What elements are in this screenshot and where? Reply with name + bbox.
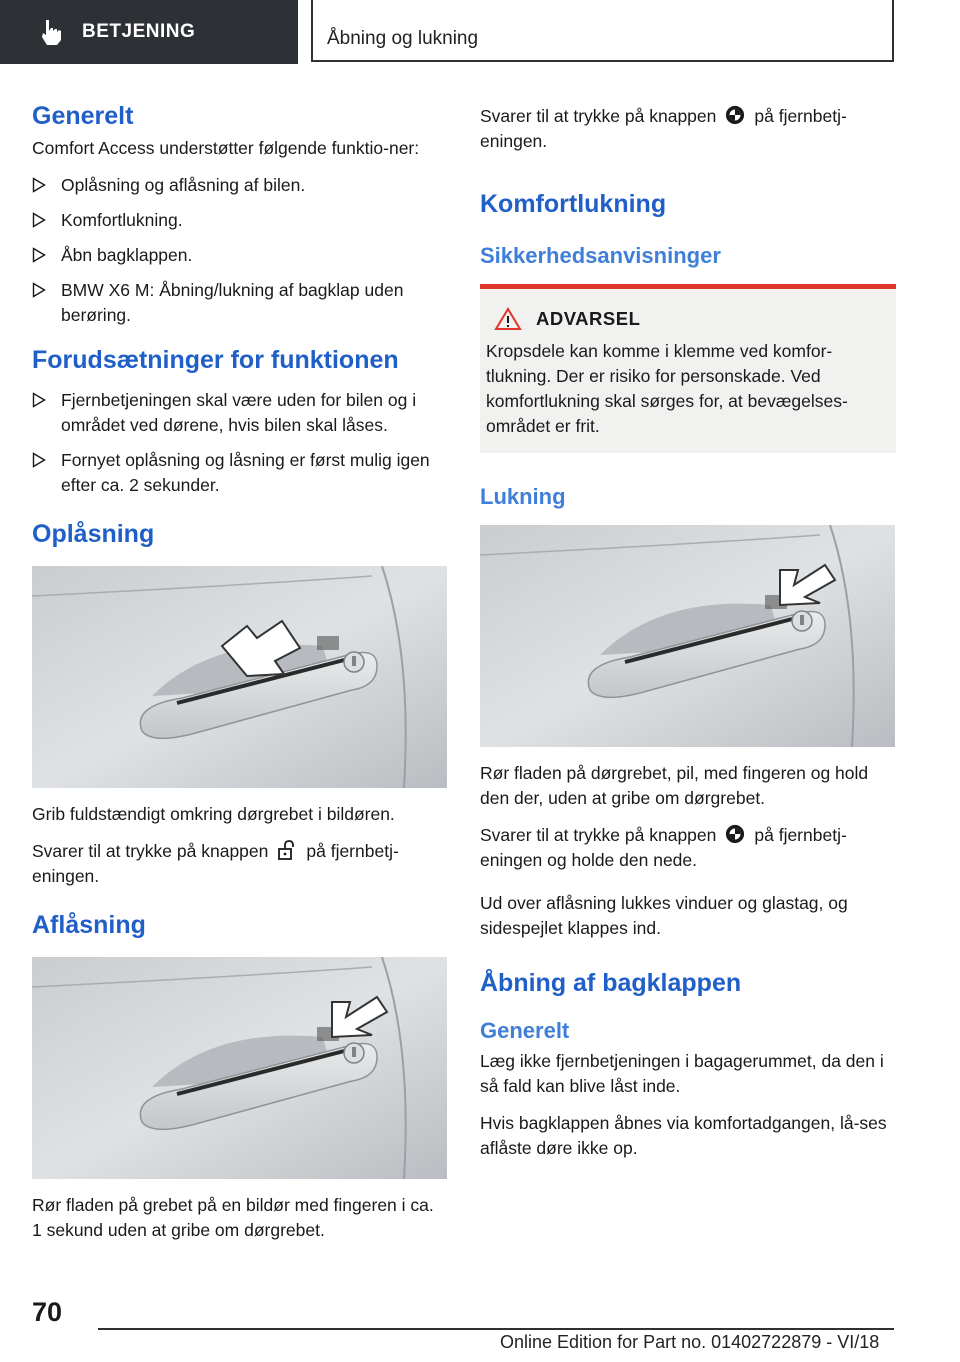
heading-forudsaetninger: Forudsætninger for funktionen bbox=[32, 346, 399, 374]
heading-bagklap-generelt: Generelt bbox=[480, 1018, 570, 1043]
aflaasning-p1: Rør fladen på grebet på en bildør med fingeren i ca. 1 sekund uden at gribe om dørgrebet. bbox=[32, 1195, 434, 1240]
warning-triangle-icon bbox=[494, 307, 522, 331]
bullet-triangle-icon bbox=[32, 452, 46, 468]
section-label: BETJENING bbox=[82, 21, 196, 42]
heading-sikkerhedsanvisninger: Sikkerhedsanvisninger bbox=[480, 243, 721, 268]
oplaasning-p2: Svarer til at trykke på knappen på fjernbetj-eningen. bbox=[32, 841, 399, 886]
heading-lukning: Lukning bbox=[480, 484, 566, 509]
heading-komfortlukning: Komfortlukning bbox=[480, 190, 667, 218]
heading-bagklap: Åbning af bagklappen bbox=[480, 969, 742, 997]
door-handle-unlock-image bbox=[32, 566, 447, 788]
forud-list bbox=[32, 388, 448, 498]
generelt-list bbox=[32, 173, 448, 328]
hand-pointer-icon bbox=[38, 18, 64, 46]
chapter-title: Åbning og lukning bbox=[327, 28, 479, 49]
bullet-triangle-icon bbox=[32, 392, 46, 408]
page-number: 70 bbox=[32, 1297, 63, 1327]
list-item: Åbn bagklappen. bbox=[32, 243, 448, 268]
door-handle-closing-image bbox=[480, 525, 895, 747]
bagklap-p1: Læg ikke fjernbetjeningen i bagagerummet, da den i så fald kan blive låst inde. bbox=[480, 1051, 884, 1096]
bagklap-p2: Hvis bagklappen åbnes via komfortadgangen, lå-ses aflåste døre ikke op. bbox=[480, 1113, 887, 1158]
door-handle-lock-image bbox=[32, 957, 447, 1179]
heading-aflaasning: Aflåsning bbox=[32, 911, 146, 939]
right-intro: Svarer til at trykke på knappen på fjernbetj-eningen. bbox=[480, 106, 847, 151]
unlock-icon bbox=[276, 840, 298, 860]
footer-edition: Online Edition for Part no. 01402722879 - VI/18 bbox=[500, 1332, 880, 1352]
footer-divider bbox=[98, 1328, 894, 1330]
bmw-logo-icon bbox=[724, 105, 746, 125]
list-item: BMW X6 M: Åbning/lukning af bagklap uden berøring. bbox=[32, 278, 448, 328]
bullet-triangle-icon bbox=[32, 247, 46, 263]
right-column bbox=[480, 104, 896, 1173]
list-item: Komfortlukning. bbox=[32, 208, 448, 233]
bullet-triangle-icon bbox=[32, 282, 46, 298]
warning-text: Kropsdele kan komme i klemme ved komfor-tlukning. Der er risiko for personskade. Ved komfortlukning skal sørges for, at bevægelses-området er frit. bbox=[486, 341, 848, 436]
left-column bbox=[32, 100, 448, 1255]
lukning-p2: Svarer til at trykke på knappen på fjernbetj-eningen og holde den nede. bbox=[480, 825, 847, 870]
lukning-p3: Ud over aflåsning lukkes vinduer og glastag, og sidespejlet klappes ind. bbox=[480, 893, 848, 938]
warning-title: ADVARSEL bbox=[536, 308, 641, 329]
bullet-triangle-icon bbox=[32, 212, 46, 228]
list-item: Fornyet oplåsning og låsning er først mulig igen efter ca. 2 sekunder. bbox=[32, 448, 448, 498]
heading-oplaasning: Oplåsning bbox=[32, 520, 155, 548]
heading-generelt: Generelt bbox=[32, 102, 134, 130]
lukning-p1: Rør fladen på dørgrebet, pil, med fingeren og hold den der, uden at gribe om dørgrebet. bbox=[480, 763, 869, 808]
generelt-intro: Comfort Access understøtter følgende funktio-ner: bbox=[32, 138, 420, 158]
bmw-logo-icon bbox=[724, 824, 746, 844]
chapter-header bbox=[311, 0, 894, 62]
list-item: Fjernbetjeningen skal være uden for bilen og i området ved dørene, hvis bilen skal låses. bbox=[32, 388, 448, 438]
oplaasning-p1: Grib fuldstændigt omkring dørgrebet i bildøren. bbox=[32, 804, 395, 824]
bullet-triangle-icon bbox=[32, 177, 46, 193]
list-item: Oplåsning og aflåsning af bilen. bbox=[32, 173, 448, 198]
section-tab[interactable] bbox=[0, 0, 298, 64]
warning-box bbox=[480, 284, 896, 453]
